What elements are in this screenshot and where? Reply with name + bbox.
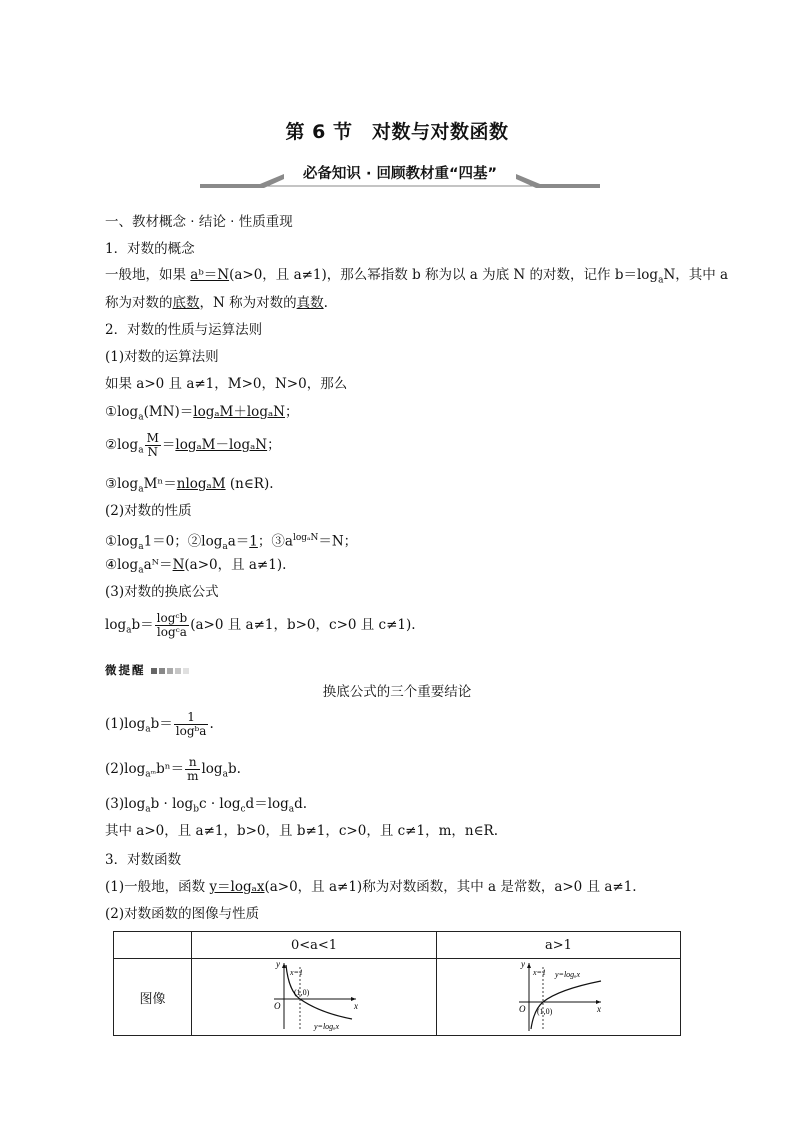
text: (3)log [105, 796, 146, 812]
subscript: a [138, 412, 144, 423]
underlined-answer: nlogₐM [176, 476, 226, 492]
text: ； [284, 404, 299, 420]
page-title: 第 6 节 对数与对数函数 [285, 121, 509, 143]
conclusion-1 [105, 711, 214, 739]
text: log [201, 761, 223, 777]
text: 1＝0；②log [143, 533, 223, 550]
subscript: a [138, 445, 144, 456]
table-header-row [114, 932, 681, 959]
section-heading-1: 一、教材概念 · 结论 · 性质重现 [105, 214, 293, 230]
paragraph-log-definition [105, 266, 728, 290]
denominator: logᶜa [156, 625, 187, 639]
subscript: a [288, 804, 295, 815]
x-equals-1-label: x=1 [532, 968, 546, 977]
text: ②log [105, 437, 139, 453]
text: . [323, 295, 328, 311]
subheading-operation-rules: (1)对数的运算法则 [105, 349, 219, 365]
function-label: y=logₐx [554, 970, 580, 979]
text: b＝ [131, 617, 154, 633]
text: b. [227, 761, 241, 777]
tip-squares-icon [151, 660, 195, 679]
subscript: a [658, 275, 664, 286]
subscript: c [240, 804, 246, 815]
change-of-base-formula [105, 612, 416, 640]
origin-label: O [518, 1004, 525, 1014]
subscript: a [138, 484, 144, 495]
subscript: b [193, 804, 199, 815]
subscript: a [138, 542, 144, 553]
underlined-answer: 真数 [296, 295, 324, 311]
text: 称为对数的 [105, 295, 173, 311]
text: Mⁿ＝ [143, 476, 177, 492]
text: ①log [105, 533, 139, 550]
denominator: N [147, 445, 158, 459]
conclusion-2 [105, 756, 241, 784]
text: (a>0 且 a≠1，b>0，c>0 且 c≠1). [190, 617, 416, 633]
subheading-log-function: 3．对数函数 [105, 852, 182, 868]
subscript: a [145, 724, 151, 735]
fraction [174, 711, 209, 738]
rule-quotient [105, 432, 281, 460]
underlined-answer: logₐM＋logₐN [193, 404, 285, 420]
point-label: (1,0) [294, 988, 310, 997]
text: (n∈R). [225, 476, 274, 492]
section-banner [200, 162, 600, 192]
subheading-graph-properties: (2)对数函数的图像与性质 [105, 906, 260, 922]
text: (MN)＝ [143, 404, 194, 420]
text: b · log [150, 796, 194, 812]
text: ，N 称为对数的 [199, 295, 297, 311]
subheading-change-of-base: (3)对数的换底公式 [105, 584, 219, 600]
numerator: M [146, 431, 159, 445]
underlined-answer: N [172, 557, 185, 573]
text: b＝ [150, 716, 173, 732]
underlined-answer: aᵇ＝N [190, 267, 230, 283]
text: (a>0，且 a≠1)称为对数函数，其中 a 是常数，a>0 且 a≠1. [264, 879, 637, 895]
banner-text: 必备知识 · 回顾教材重“四基” [302, 166, 498, 182]
denominator: logᵇa [175, 724, 207, 738]
text: aᴺ＝ [143, 557, 173, 573]
origin-label: O [274, 1001, 281, 1011]
table-header-a-gt-1: a>1 [437, 932, 681, 959]
text: ①log [105, 404, 139, 420]
subheading-log-properties: 2．对数的性质与运算法则 [105, 322, 263, 338]
fraction [185, 756, 200, 783]
function-label: y=logₐx [314, 1022, 340, 1031]
text: d. [294, 796, 308, 812]
x-axis-label: x [354, 1001, 358, 1011]
underlined-answer: logₐM－logₐN [175, 437, 268, 453]
table-row-graph [114, 959, 681, 1036]
text: ＝ [161, 437, 176, 453]
text: ； [267, 437, 281, 453]
subscript: a [126, 625, 132, 636]
fraction [145, 432, 161, 459]
property-line-2 [105, 556, 286, 580]
y-axis-label: y [520, 959, 525, 969]
tip-heading: 换底公式的三个重要结论 [322, 684, 472, 700]
log-function-definition [105, 878, 637, 896]
subscript: a [222, 769, 228, 780]
log-graph-decreasing [264, 959, 364, 1035]
text: (1)log [105, 716, 146, 732]
text: d＝log [245, 796, 289, 812]
text: ；③a [257, 533, 293, 550]
numerator: 1 [174, 711, 209, 725]
underlined-answer: 底数 [172, 295, 200, 311]
numerator: n [185, 756, 200, 770]
text: a＝ [227, 533, 250, 550]
underlined-answer: 1 [249, 533, 258, 550]
table-corner-cell [114, 932, 192, 959]
property-line-1 [105, 529, 357, 556]
point-label: (1,0) [536, 1007, 552, 1016]
subscript: aᵐ [145, 769, 157, 780]
tip-label: 微提醒 [105, 663, 146, 677]
conditions-line: 其中 a>0，且 a≠1，b>0，且 b≠1，c>0，且 c≠1，m，n∈R. [105, 823, 499, 839]
text: (a>0，且 a≠1)，那么幂指数 b 称为以 a 为底 N 的对数，记作 b＝log [229, 267, 659, 283]
text: (2)log [105, 761, 146, 777]
log-graph-increasing [509, 959, 609, 1035]
denominator: m [187, 769, 199, 783]
text: 一般地，如果 [105, 267, 191, 283]
text: . [209, 716, 214, 732]
text: N，其中 a [663, 267, 729, 283]
underlined-answer: y＝logₐx [209, 879, 265, 895]
graph-cell-decreasing [192, 959, 437, 1036]
rule-product [105, 403, 298, 427]
superscript: logₐN [292, 533, 319, 543]
subscript: a [222, 542, 228, 553]
rule-power [105, 475, 274, 499]
y-axis-label: y [276, 959, 280, 969]
table-row-label: 图像 [114, 959, 192, 1036]
x-axis-label: x [596, 1004, 601, 1014]
subscript: a [145, 804, 151, 815]
graph-cell-increasing [437, 959, 681, 1036]
text: (a>0，且 a≠1). [184, 557, 287, 573]
subscript: a [138, 565, 144, 576]
condition-line: 如果 a>0 且 a≠1，M>0，N>0，那么 [105, 376, 348, 392]
conclusion-3 [105, 795, 307, 819]
text: ＝N； [318, 533, 358, 550]
fraction [155, 612, 190, 639]
text: ④log [105, 557, 139, 573]
table-header-0-a-1: 0<a<1 [192, 932, 437, 959]
tip-block [105, 659, 195, 679]
text: bⁿ＝ [156, 761, 185, 777]
subheading-log-concept: 1．对数的概念 [105, 241, 195, 257]
text: log [105, 617, 127, 633]
text: c · log [198, 796, 241, 812]
x-equals-1-label: x=1 [290, 968, 303, 977]
numerator: logᶜb [156, 611, 188, 625]
text: ③log [105, 476, 139, 492]
text: (1)一般地，函数 [105, 879, 210, 895]
subheading-properties: (2)对数的性质 [105, 503, 192, 519]
graph-table [113, 931, 681, 1036]
paragraph-log-definition-cont [105, 294, 328, 312]
